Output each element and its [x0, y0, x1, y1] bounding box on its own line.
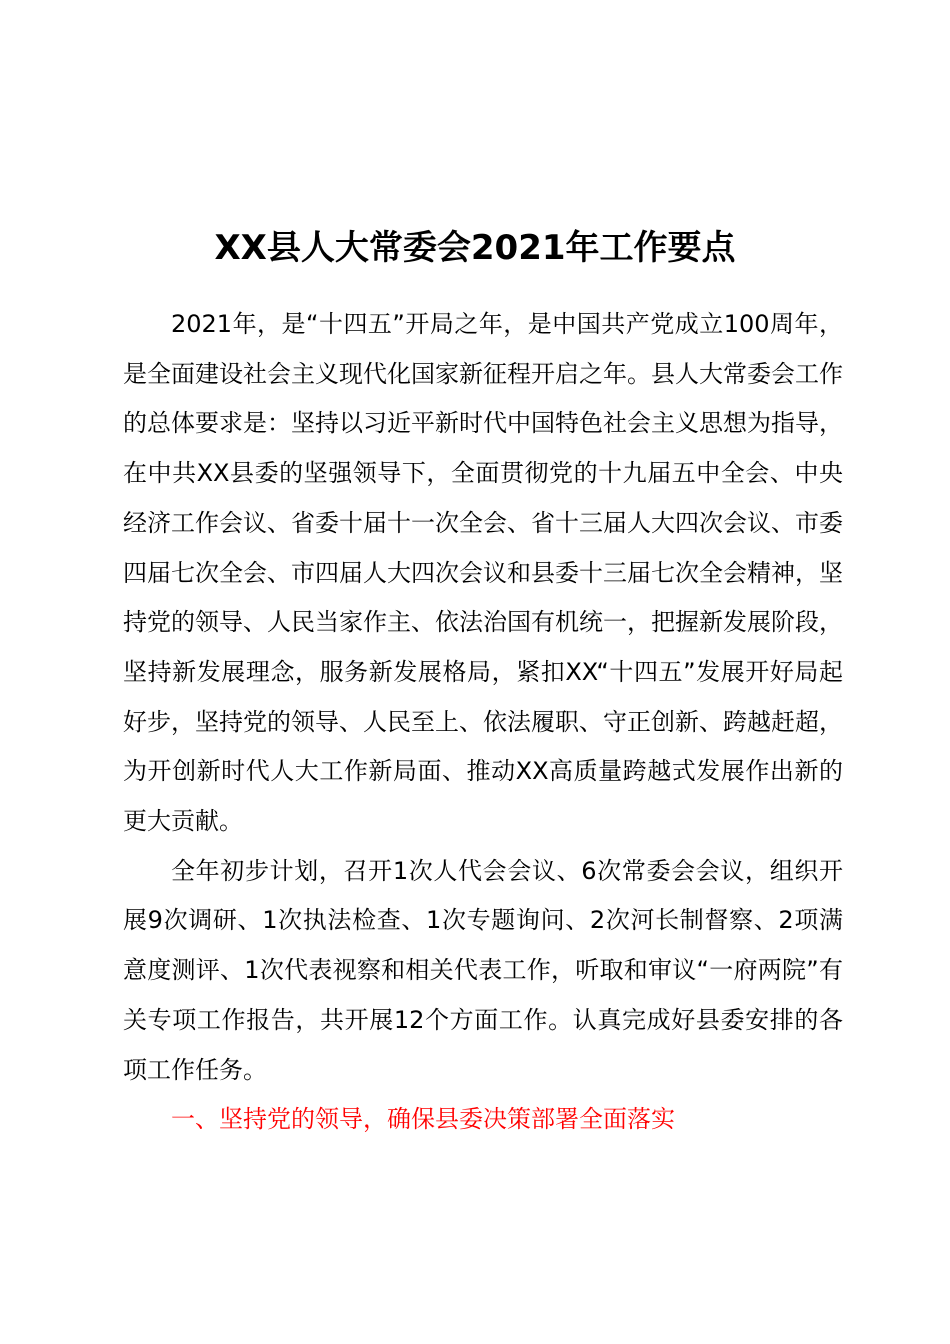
plan-paragraph: 全年初步计划，召开1次人代会会议、6次常委会会议，组织开展9次调研、1次执法检查、1次专题询问、2次河长制督察、2项满意度测评、1次代表视察和相关代表工作，听取和审议“一府两院”有关专项工作报告，共开展12个方面工作。认真完成好县委安排的各项工作任务。 [123, 856, 843, 1084]
intro-paragraph: 2021年，是“十四五”开局之年，是中国共产党成立100周年，是全面建设社会主义现代化国家新征程开启之年。县人大常委会工作的总体要求是：坚持以习近平新时代中国特色社会主义思想为指导，在中共XX县委的坚强领导下，全面贯彻党的十九届五中全会、中央经济工作会议、省委十届十一次全会、省十三届人大四次会议、市委四届七次全会、市四届人大四次会议和县委十三届七次全会精神，坚持党的领导、人民当家作主、依法治国有机统一，把握新发展阶段，坚持新发展理念，服务新发展格局，紧扣XX“十四五”发展开好局起好步，坚持党的领导、人民至上、依法履职、守正创新、跨越赶超，为开创新时代人大工作新局面、推动XX高质量跨越式发展作出新的更大贡献。 [123, 310, 843, 836]
document-title: XX县人大常委会2021年工作要点 [214, 228, 736, 268]
document-body [123, 300, 843, 1145]
section-heading: 一、坚持党的领导，确保县委决策部署全面落实 [171, 1105, 675, 1134]
